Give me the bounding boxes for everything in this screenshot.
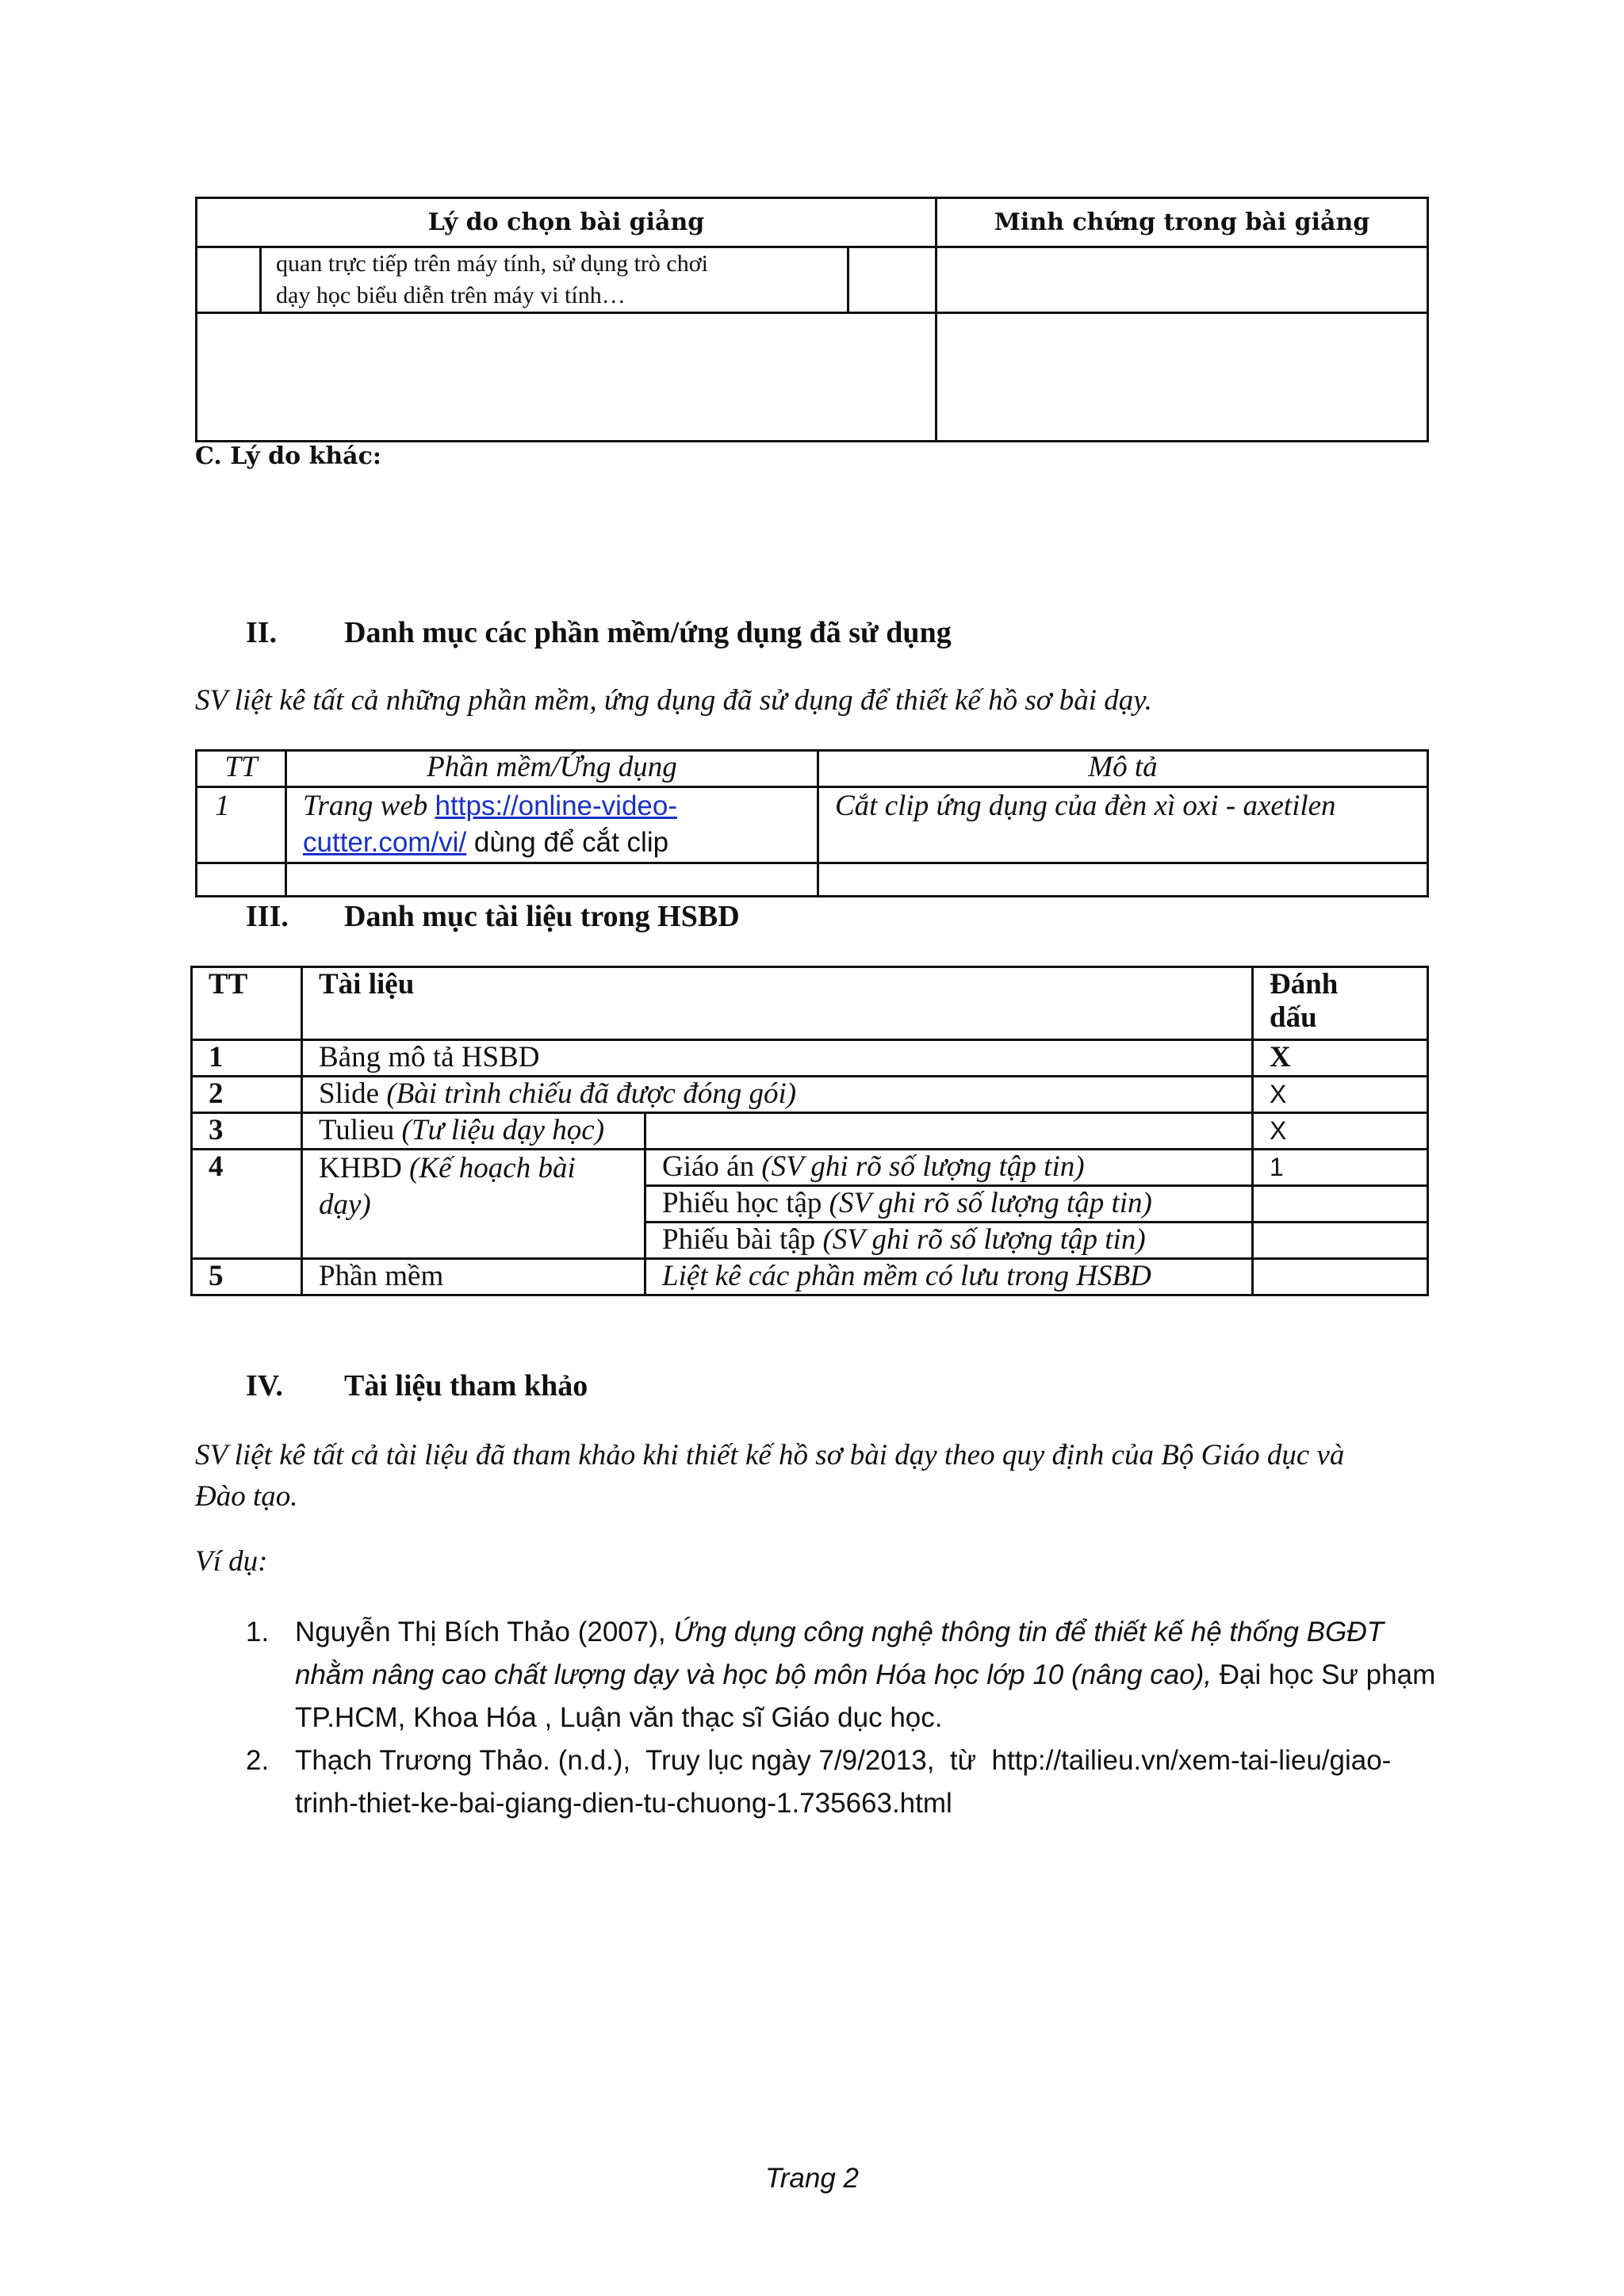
docs-row2-mark-value: X: [1270, 1080, 1287, 1108]
reasons-text-cell: [261, 247, 848, 313]
docs-row4-doc-value: KHBD: [319, 1152, 410, 1184]
docs-row3-mark: [1253, 1113, 1428, 1150]
documents-table: [190, 966, 1429, 1296]
software-col-name: [286, 751, 818, 787]
docs-row1-doc: [302, 1040, 1253, 1077]
section-2-title: Danh mục các phần mềm/ứng dụng đã sử dụng: [344, 616, 952, 649]
reference-item-2: [246, 1739, 1435, 1825]
evidence-empty-row-cell: [936, 313, 1428, 442]
reference-1-line1-italic: Ứng dụng công nghệ thông tin để thiết kế hệ thống BGĐT: [673, 1617, 1384, 1647]
software-col-tt: [197, 751, 286, 787]
software-col-desc: [818, 751, 1428, 787]
docs-row4-doc: [302, 1150, 645, 1259]
docs-row3-doc-value: Tulieu: [319, 1114, 402, 1146]
docs-row4-tt-value: 4: [209, 1150, 224, 1183]
software-row2-desc: [818, 863, 1428, 897]
software-row2-name: [286, 863, 818, 897]
reference-1-line3: TP.HCM, Khoa Hóa , Luận văn thạc sĩ Giáo dục học.: [295, 1702, 943, 1733]
docs-row4-sub2-note: (SV ghi rõ số lượng tập tin): [829, 1187, 1152, 1219]
docs-row4-sub2-mark: [1253, 1186, 1428, 1223]
docs-row3-mark-value: X: [1270, 1116, 1287, 1145]
docs-row2-tt-value: 2: [209, 1077, 224, 1110]
docs-row2-mark: [1253, 1077, 1428, 1113]
docs-row4-doc-note: (Kế hoạch bài dạy): [319, 1152, 576, 1221]
reference-2-line2: trinh-thiet-ke-bai-giang-dien-tu-chuong-1.735663.html: [295, 1788, 952, 1819]
section-4-instruction-line2: Đào tạo.: [195, 1480, 298, 1513]
reasons-header-cell: [197, 198, 936, 247]
software-row1-tt-value: 1: [215, 790, 230, 822]
docs-row3-doc: [302, 1113, 645, 1150]
docs-row4-sub1-note: (SV ghi rõ số lượng tập tin): [761, 1150, 1085, 1183]
reasons-empty-cell: [197, 247, 261, 313]
reference-2-line1: Thạch Trương Thảo. (n.d.), Truy lục ngày 7/9/2013, từ http://tailieu.vn/xem-tai-lieu/giao-: [295, 1745, 1392, 1776]
docs-row3-tt-value: 3: [209, 1114, 224, 1146]
evidence-cell: [936, 247, 1428, 313]
docs-row4-sub1-value: Giáo án: [662, 1150, 762, 1183]
section-4-title: Tài liệu tham khảo: [344, 1369, 588, 1402]
docs-row5-doc-value: Phần mềm: [319, 1260, 444, 1292]
docs-row5-tt-value: 5: [209, 1260, 224, 1292]
reference-1-line1-plain: Nguyễn Thị Bích Thảo (2007),: [295, 1617, 674, 1647]
section-3-number: III.: [246, 900, 289, 933]
docs-row1-mark-value: X: [1270, 1041, 1291, 1073]
docs-row4-mark-value: 1: [1270, 1153, 1284, 1181]
software-row1-name: [286, 787, 818, 863]
docs-row5-detail: [645, 1259, 1253, 1295]
evidence-header-cell: [936, 198, 1428, 247]
reasons-header-right: Minh chứng trong bài giảng: [994, 209, 1370, 236]
docs-row4-sub1: [645, 1150, 1253, 1186]
docs-row2-tt: [192, 1077, 302, 1113]
software-row1-desc-value: Cắt clip ứng dụng của đèn xì oxi - axetilen: [835, 790, 1336, 822]
docs-row2-doc-note: (Bài trình chiếu đã được đóng gói): [386, 1077, 797, 1110]
docs-col-doc-label: Tài liệu: [319, 968, 415, 1001]
docs-row3-detail: [645, 1113, 1253, 1150]
software-row1-tt: [197, 787, 286, 863]
docs-col-mark-line1: Đánh: [1270, 968, 1339, 1001]
software-table: [195, 749, 1429, 897]
software-row1-link-2[interactable]: cutter.com/vi/: [303, 827, 467, 858]
reasons-table: [195, 197, 1429, 442]
docs-row4-sub3: [645, 1223, 1253, 1259]
software-col-desc-label: Mô tả: [1088, 751, 1158, 783]
section-3-title: Danh mục tài liệu trong HSBD: [344, 900, 740, 933]
example-label: Ví dụ:: [195, 1545, 268, 1578]
reasons-small-cell: [848, 247, 936, 313]
docs-row2-doc-value: Slide: [319, 1077, 387, 1110]
docs-row4-tt: [192, 1150, 302, 1259]
docs-col-doc: [302, 967, 1253, 1040]
docs-row4-sub2-value: Phiếu học tập: [662, 1187, 829, 1219]
reasons-text-line1: quan trực tiếp trên máy tính, sử dụng trò chơi: [276, 251, 708, 277]
software-row2-tt: [197, 863, 286, 897]
docs-row4-sub3-value: Phiếu bài tập: [662, 1223, 823, 1256]
section-2-number: II.: [246, 616, 278, 649]
reasons-empty-row-cell: [197, 313, 936, 442]
docs-row1-tt-value: 1: [209, 1041, 224, 1073]
reference-2-number: 2.: [246, 1745, 270, 1776]
docs-row1-tt: [192, 1040, 302, 1077]
docs-row1-doc-value: Bảng mô tả HSBD: [319, 1041, 540, 1073]
docs-row3-tt: [192, 1113, 302, 1150]
section-4-number: IV.: [246, 1369, 283, 1402]
reasons-header-left: Lý do chọn bài giảng: [427, 209, 705, 236]
docs-row3-doc-note: (Tư liệu dạy học): [401, 1114, 605, 1146]
docs-row2-doc: [302, 1077, 1253, 1113]
docs-col-tt-label: TT: [209, 968, 248, 1001]
software-row1-prefix: Trang web: [303, 790, 435, 822]
docs-row4-sub3-note: (SV ghi rõ số lượng tập tin): [822, 1223, 1146, 1256]
reference-1-number: 1.: [246, 1617, 270, 1647]
software-col-name-label: Phần mềm/Ứng dụng: [427, 751, 677, 783]
docs-row4-mark: [1253, 1150, 1428, 1186]
docs-row5-doc: [302, 1259, 645, 1295]
reasons-text-line2: dạy học biểu diễn trên máy vi tính…: [276, 282, 626, 308]
section-4-instruction: [195, 1435, 1344, 1517]
reference-1-line2-italic: nhằm nâng cao chất lượng dạy và học bộ môn Hóa học lớp 10 (nâng cao),: [295, 1659, 1220, 1690]
docs-row5-mark: [1253, 1259, 1428, 1295]
reference-1-line2-plain: Đại học Sư phạm: [1219, 1659, 1436, 1690]
section-4-instruction-line1: SV liệt kê tất cả tài liệu đã tham khảo khi thiết kế hồ sơ bài dạy theo quy định của Bộ Giáo dục và: [195, 1439, 1345, 1471]
section-2-instruction: SV liệt kê tất cả những phần mềm, ứng dụng đã sử dụng để thiết kế hồ sơ bài dạy.: [195, 684, 1152, 717]
page-number-footer: Trang 2: [764, 2163, 860, 2194]
docs-row1-mark: [1253, 1040, 1428, 1077]
docs-row5-detail-value: Liệt kê các phần mềm có lưu trong HSBD: [662, 1260, 1151, 1292]
docs-col-mark: [1253, 967, 1428, 1040]
other-reason-label: C. Lý do khác:: [195, 442, 381, 470]
docs-row4-sub3-mark: [1253, 1223, 1428, 1259]
docs-col-tt: [192, 967, 302, 1040]
software-row1-link-1[interactable]: https://online-video-: [435, 790, 677, 821]
software-row1-desc: [818, 787, 1428, 863]
docs-col-mark-line2: dấu: [1270, 1001, 1317, 1034]
reference-list: [246, 1611, 1435, 1825]
docs-row5-tt: [192, 1259, 302, 1295]
reference-item-1: [246, 1611, 1435, 1739]
software-col-tt-label: TT: [224, 751, 258, 783]
software-row1-suffix: dùng để cắt clip: [466, 827, 669, 858]
docs-row4-sub2: [645, 1186, 1253, 1223]
